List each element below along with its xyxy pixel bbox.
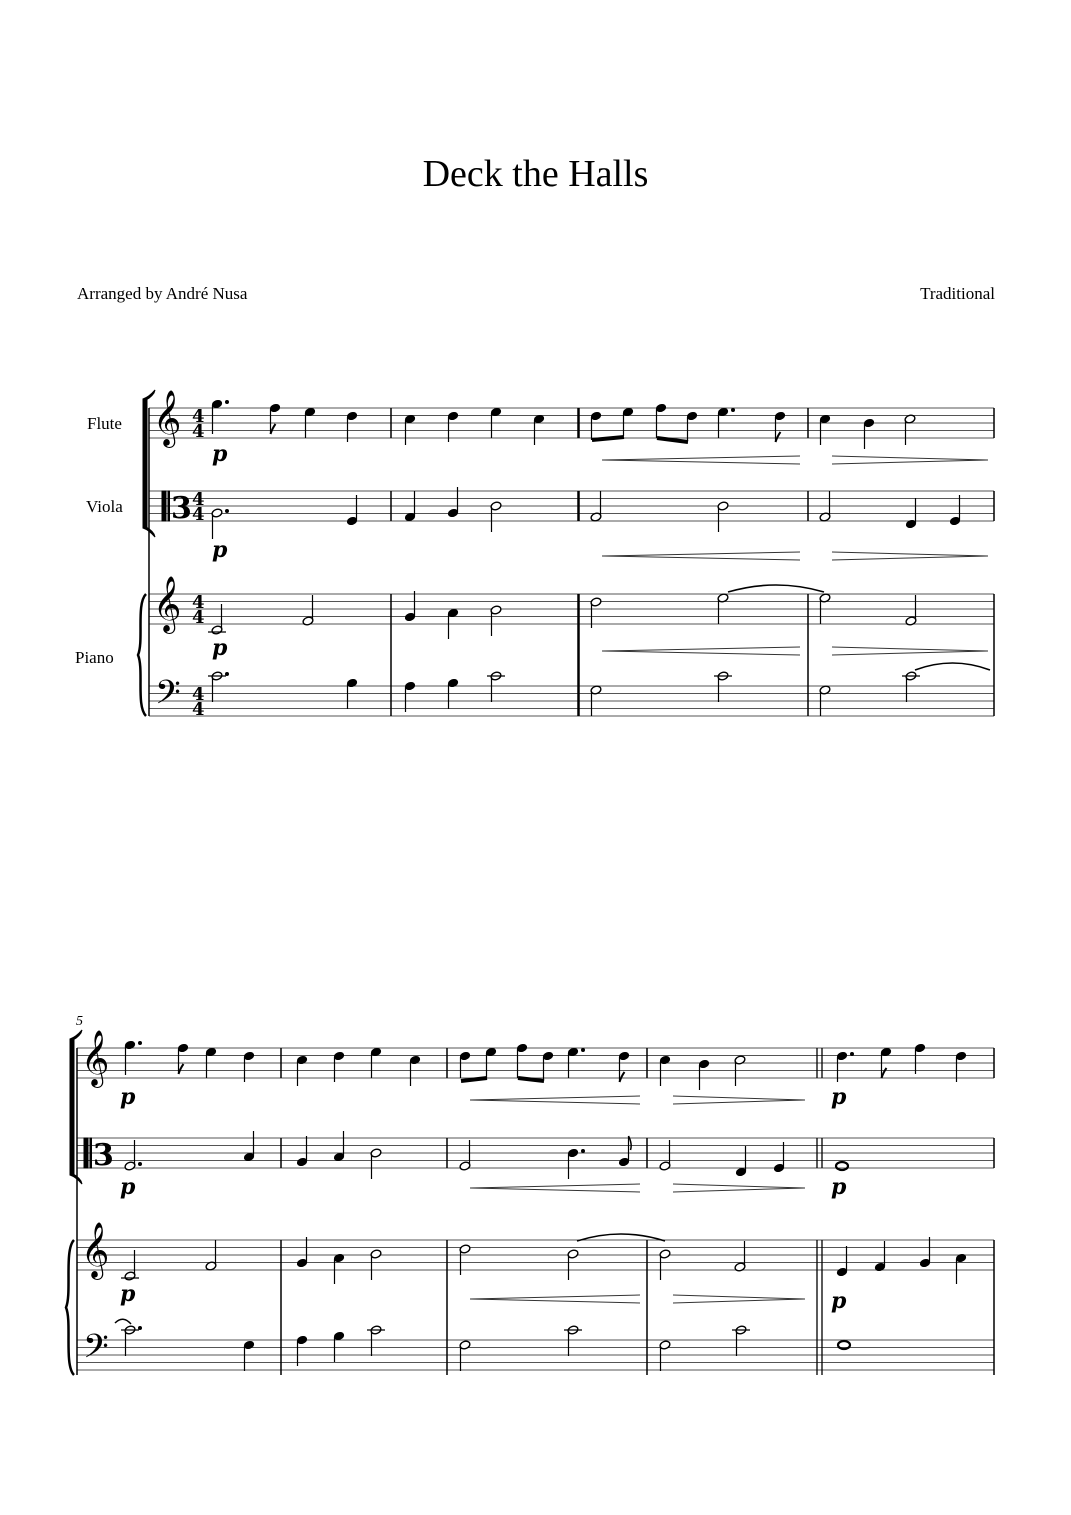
treble-clef-icon: 𝄞: [153, 390, 182, 446]
crescendo-hairpin: [602, 456, 800, 464]
diminuendo-hairpin: [832, 552, 988, 560]
note: [533, 414, 545, 445]
piano-brace: [66, 1240, 74, 1375]
note: [370, 1148, 382, 1179]
time-sig-top: 4: [192, 684, 205, 705]
dynamic-piano: p: [212, 537, 228, 563]
time-sig-top: 4: [192, 592, 205, 613]
piano-bass-staff: [149, 686, 994, 716]
note: [874, 1241, 886, 1272]
note: [659, 1249, 671, 1280]
note: [516, 1043, 528, 1078]
alto-clef-glyph: 3: [93, 1138, 114, 1173]
viola-staff: [149, 491, 994, 521]
note: [819, 593, 831, 624]
tie-continuation: [115, 1319, 131, 1324]
crescendo-hairpin: [470, 1295, 640, 1303]
note: [567, 1047, 584, 1078]
note: [655, 403, 667, 438]
time-sig-bottom: 4: [192, 504, 205, 525]
note: [333, 1253, 345, 1284]
note: [567, 1148, 584, 1179]
note: [447, 411, 459, 442]
note: [243, 1051, 255, 1082]
note: [590, 491, 602, 522]
dynamic-piano: p: [120, 1084, 136, 1110]
note: [717, 501, 729, 532]
note: [459, 1140, 471, 1171]
note: [863, 418, 875, 449]
viola-staff-2: [77, 1138, 994, 1168]
dynamic-piano: p: [120, 1174, 136, 1200]
beam: [592, 437, 624, 440]
time-sig-top: 4: [192, 406, 205, 427]
note: [590, 411, 602, 440]
composer-credit: Traditional: [920, 284, 995, 303]
instrument-label-flute: Flute: [87, 414, 122, 433]
note: [717, 407, 734, 438]
score-title: Deck the Halls: [422, 153, 649, 195]
note: [459, 1051, 471, 1078]
note: [177, 1043, 189, 1074]
note: [880, 1047, 892, 1078]
tie: [728, 585, 824, 592]
note: [485, 1047, 497, 1078]
note: [333, 1051, 345, 1082]
note: [304, 407, 316, 438]
alto-clef-icon: [162, 491, 170, 521]
piano-brace: [138, 594, 146, 716]
treble-clef-icon: 𝄞: [81, 1030, 110, 1086]
note: [819, 414, 831, 445]
note: [211, 399, 228, 434]
note: [955, 1051, 967, 1082]
note: [735, 1146, 747, 1177]
note: [734, 1241, 746, 1272]
note: [717, 593, 729, 624]
note: [447, 487, 459, 518]
note: [836, 1162, 848, 1170]
note: [296, 1335, 308, 1366]
note: [905, 595, 917, 626]
note: [211, 508, 228, 539]
note: [124, 1040, 141, 1075]
bass-clef-icon: 𝄢: [83, 1328, 109, 1374]
note: [686, 411, 698, 441]
note: [919, 1237, 931, 1268]
note: [590, 685, 602, 716]
diminuendo-hairpin: [673, 1096, 805, 1104]
treble-clef-icon: 𝄞: [81, 1222, 110, 1278]
dynamic-piano: p: [831, 1174, 847, 1200]
note: [302, 595, 314, 626]
note: [490, 407, 502, 438]
note: [124, 1140, 141, 1171]
alto-clef-glyph: 3: [171, 491, 192, 526]
time-sig-bottom: 4: [192, 607, 205, 628]
note: [205, 1047, 217, 1078]
note: [447, 608, 459, 639]
dynamic-piano: p: [831, 1084, 847, 1110]
note: [370, 1249, 382, 1280]
note: [243, 1131, 255, 1162]
note: [567, 1249, 579, 1280]
note: [346, 495, 358, 526]
instrument-label-viola: Viola: [86, 497, 123, 516]
note: [296, 1237, 308, 1268]
time-sig-top: 4: [192, 489, 205, 510]
note: [205, 1240, 217, 1271]
arranger-credit: Arranged by André Nusa: [77, 284, 248, 303]
diminuendo-hairpin: [673, 1184, 805, 1192]
crescendo-hairpin: [470, 1184, 640, 1192]
crescendo-hairpin: [602, 552, 800, 560]
note: [490, 501, 502, 532]
note: [333, 1131, 345, 1162]
diminuendo-hairpin: [832, 456, 988, 464]
note: [296, 1136, 308, 1167]
note: [955, 1253, 967, 1284]
measure-number: 5: [76, 1014, 83, 1029]
instrument-label-piano: Piano: [75, 648, 114, 667]
time-sig-bottom: 4: [192, 699, 205, 720]
tie: [915, 663, 990, 670]
note: [346, 411, 358, 442]
beam: [657, 438, 688, 442]
note: [590, 597, 602, 628]
note: [949, 495, 961, 526]
note: [836, 1246, 848, 1277]
alto-clef-icon: [84, 1138, 92, 1168]
treble-clef-icon: 𝄞: [153, 576, 182, 632]
note: [774, 411, 786, 442]
dynamic-piano: p: [831, 1288, 847, 1314]
note: [819, 491, 831, 522]
diminuendo-hairpin: [673, 1295, 805, 1303]
note: [914, 1043, 926, 1074]
note: [404, 491, 416, 522]
dynamic-piano: p: [120, 1281, 136, 1307]
piano-treble-staff: [149, 594, 994, 624]
time-sig-bottom: 4: [192, 421, 205, 442]
bass-clef-icon: 𝄢: [155, 674, 181, 720]
note: [904, 414, 916, 445]
note: [370, 1047, 382, 1078]
note: [618, 1051, 630, 1082]
note: [698, 1059, 710, 1090]
note: [404, 591, 416, 622]
note: [404, 681, 416, 712]
dynamic-piano: p: [212, 441, 228, 467]
note: [659, 1140, 671, 1171]
dynamic-piano: p: [212, 635, 228, 661]
note: [836, 1051, 853, 1082]
piano-bass-staff-2: [77, 1340, 994, 1370]
note: [773, 1142, 785, 1173]
diminuendo-hairpin: [832, 647, 988, 655]
note: [819, 685, 831, 716]
crescendo-hairpin: [470, 1096, 640, 1104]
note: [333, 1331, 345, 1362]
note: [269, 403, 281, 434]
note: [622, 407, 634, 436]
crescendo-hairpin: [602, 647, 800, 655]
note: [618, 1136, 631, 1167]
note: [542, 1051, 554, 1081]
note: [404, 414, 416, 445]
note: [490, 605, 502, 636]
